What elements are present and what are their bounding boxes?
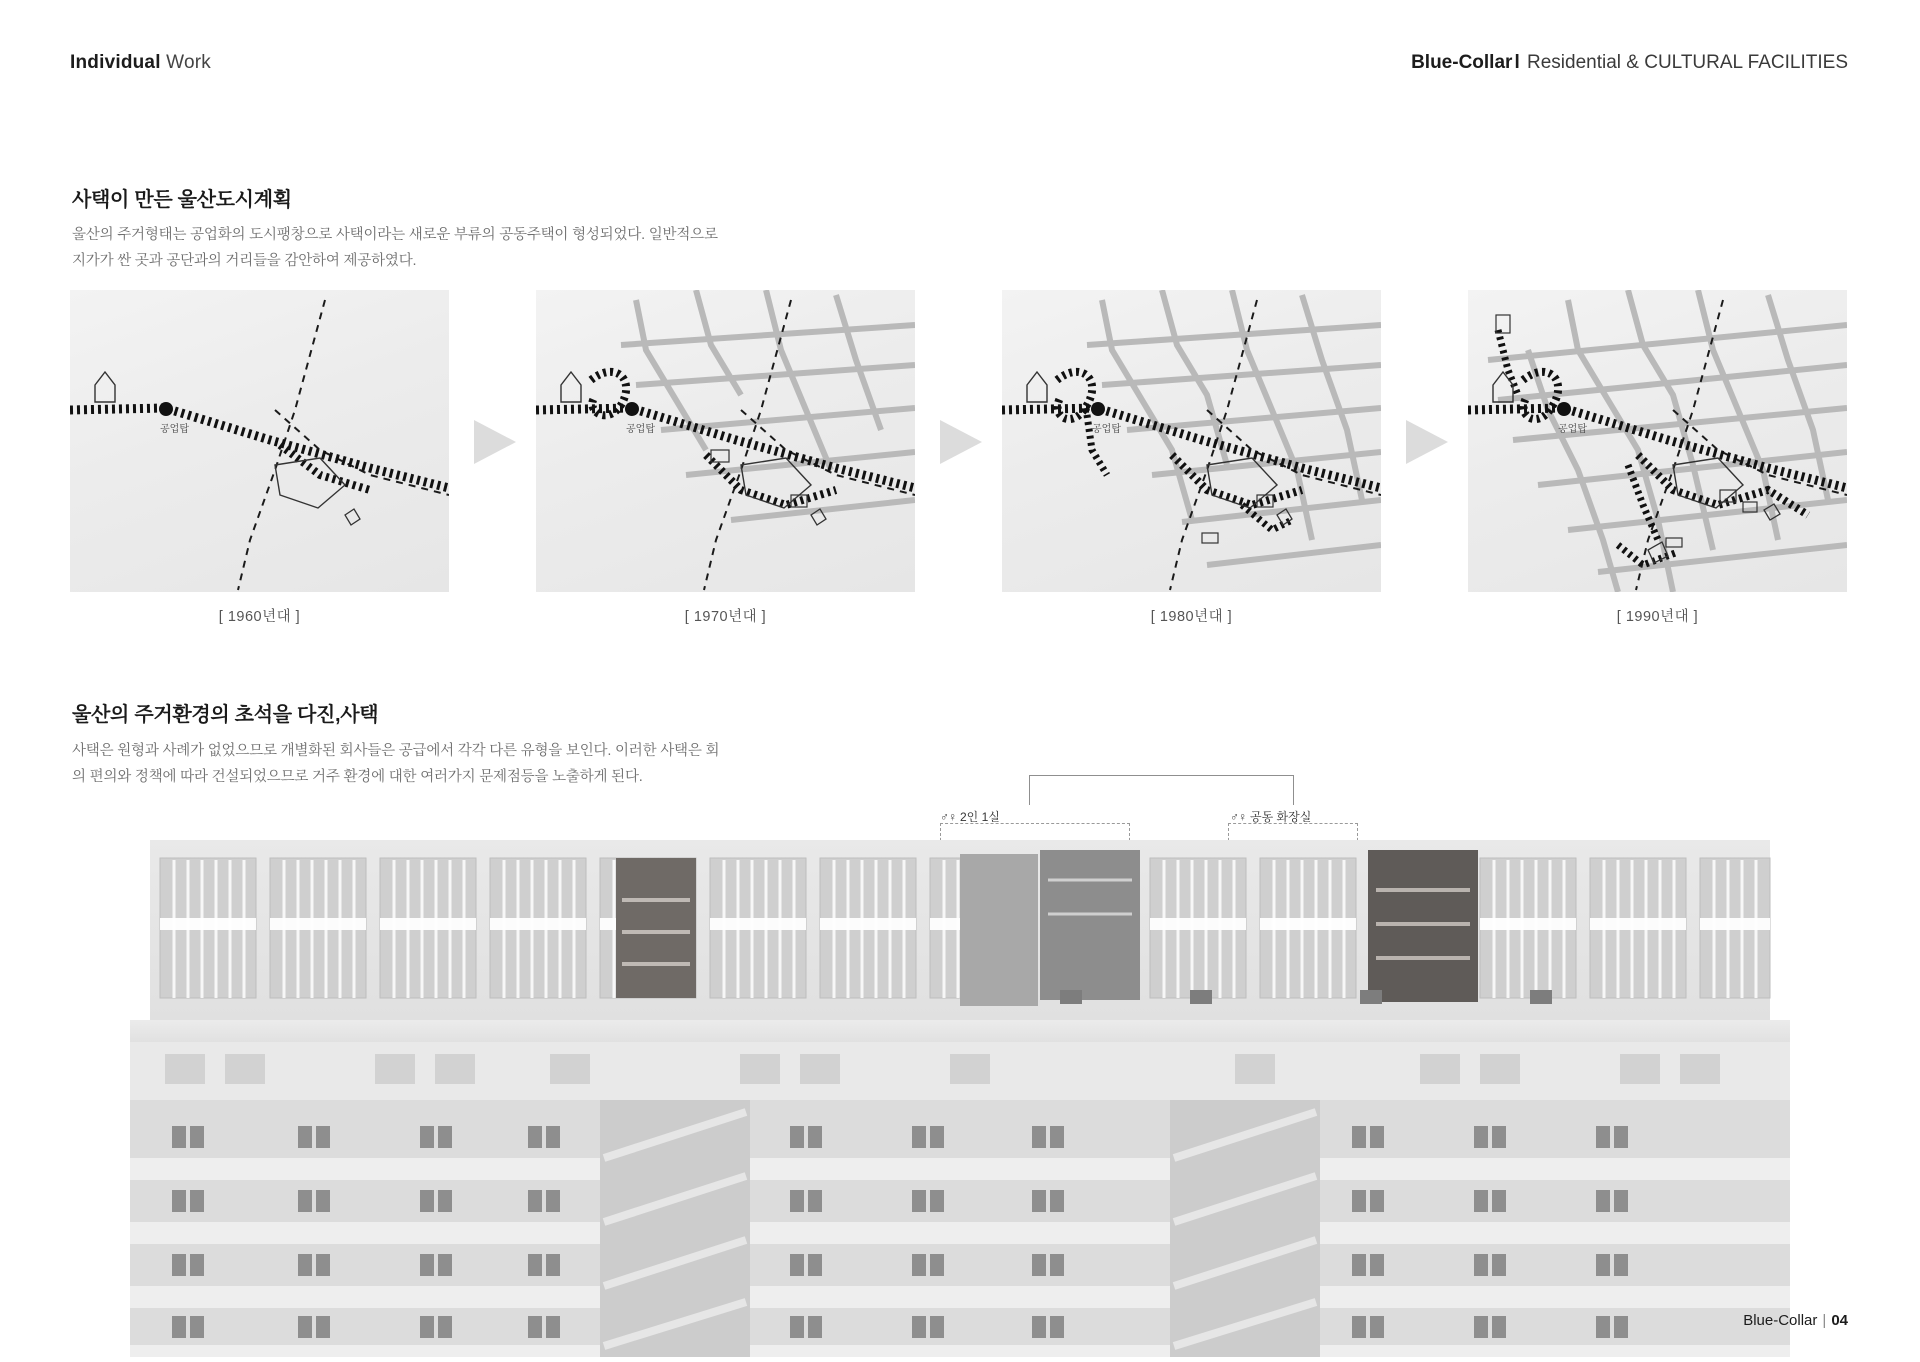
map-card-1980 xyxy=(1002,290,1381,592)
page-footer xyxy=(1743,1312,1848,1329)
map-card-1990 xyxy=(1468,290,1847,592)
map-hub-label-1960: 공업탑 xyxy=(160,424,189,435)
map-caption-1970: [ 1970년대 ] xyxy=(684,609,767,625)
page-header xyxy=(0,52,1920,86)
map-graphic-1980 xyxy=(1002,290,1381,592)
arrow-icon-3 xyxy=(1406,420,1448,464)
map-hub-label-1990: 공업탑 xyxy=(1558,424,1587,435)
header-right-bold: Blue-Collar xyxy=(1411,52,1513,73)
footer-separator: | xyxy=(1822,1312,1827,1329)
map-graphic-1970 xyxy=(536,290,915,592)
section1-body: 울산의 주거형태는 공업화의 도시팽창으로 사택이라는 새로운 부류의 공동주택이 형성되었다. 일반적으로 지가가 싼 곳과 공단과의 거리들을 감안하여 제공하였다. xyxy=(72,227,718,269)
header-right-separator: l xyxy=(1514,52,1520,73)
annotation-leader-horizontal xyxy=(1029,775,1293,776)
person-pair-icon: ♂♀ xyxy=(940,810,956,824)
map-card-1970 xyxy=(536,290,915,592)
header-right xyxy=(1411,52,1848,74)
map-hub-label-1980: 공업탑 xyxy=(1092,424,1121,435)
person-pair-icon-2: ♂♀ xyxy=(1230,810,1246,824)
map-sequence xyxy=(70,290,1860,640)
map-graphic-1960 xyxy=(70,290,449,592)
header-left-bold: Individual xyxy=(70,52,161,73)
section2-body: 사택은 원형과 사례가 없었으므로 개별화된 회사들은 공급에서 각각 다른 유형을 보인다. 이러한 사택은 회의 편의와 정책에 따라 건설되었으므로 거주 환경에 대한 여러가지 문제점등을 노출하게 된다. xyxy=(72,743,720,785)
map-caption-1980: [ 1980년대 ] xyxy=(1150,609,1233,625)
map-caption-1960: [ 1960년대 ] xyxy=(218,609,301,625)
annotation-leader-right xyxy=(1293,775,1294,805)
header-left-light: Work xyxy=(160,52,211,73)
annotation-label-two-person-room: 2인 1실 xyxy=(960,810,1000,824)
page-number: 04 xyxy=(1831,1312,1848,1329)
arrow-icon-1 xyxy=(474,420,516,464)
annotation-leader-left xyxy=(1029,775,1030,805)
map-caption-1990: [ 1990년대 ] xyxy=(1616,609,1699,625)
header-left xyxy=(70,52,211,74)
arrow-icon-2 xyxy=(940,420,982,464)
section1-title: 사택이 만든 울산도시계획 xyxy=(72,189,292,211)
footer-label: Blue-Collar xyxy=(1743,1312,1818,1329)
header-right-light: Residential & CULTURAL FACILITIES xyxy=(1521,52,1848,73)
section2-title: 울산의 주거환경의 초석을 다진,사택 xyxy=(72,704,379,726)
building-render-graphic xyxy=(130,840,1790,1357)
map-hub-label-1970: 공업탑 xyxy=(626,424,655,435)
map-graphic-1990 xyxy=(1468,290,1847,592)
map-card-1960 xyxy=(70,290,449,592)
building-section-render xyxy=(130,840,1790,1357)
annotation-label-shared-toilet: 공동 화장실 xyxy=(1250,810,1312,824)
